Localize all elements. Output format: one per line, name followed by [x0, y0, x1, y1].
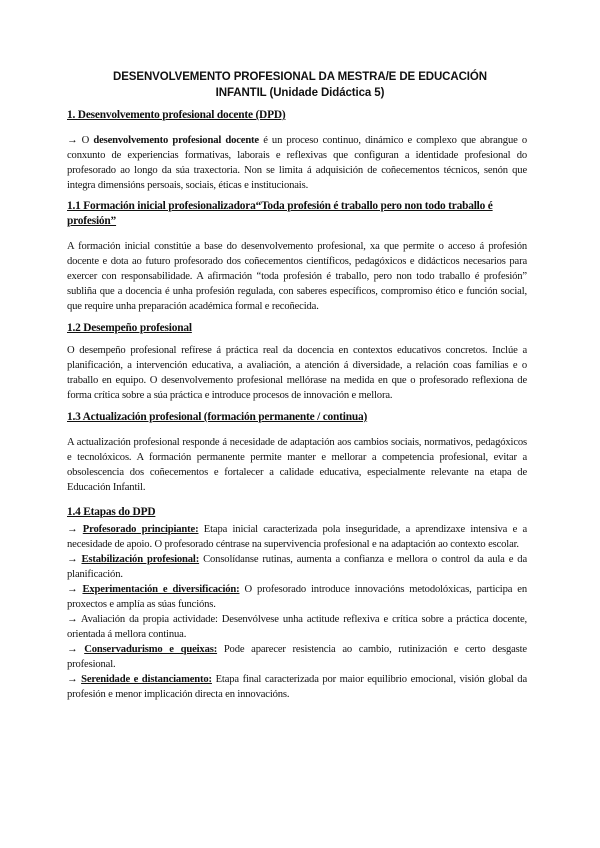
stage-text: Pode aparecer resistencia ao cambio, rutinización e certo desgaste profesional.: [67, 644, 527, 670]
section-paragraph: [67, 133, 527, 193]
stage-text: Etapa final caracterizada por maior equilibrio emocional, visión global da profesión e menor implicación directa en innovacións.: [67, 674, 527, 700]
section-heading: 1.4 Etapas do DPD: [67, 506, 156, 518]
arrow-marker: →: [67, 554, 82, 565]
stage-term: Profesorado principiante:: [82, 524, 199, 535]
section-actualizacion: [67, 410, 527, 495]
section-heading: 1.2 Desempeño profesional: [67, 322, 192, 334]
stage-term: Conservadurismo e queixas:: [84, 644, 218, 655]
title-line-2: INFANTIL (Unidade Didáctica 5): [215, 87, 385, 99]
stage-item: [67, 642, 527, 672]
section-dpd: [67, 108, 527, 193]
section-paragraph: O desempeño profesional refírese á práctica real da docencia en contextos educativos concretos. Inclúe a planificación, a intervención educativa, a avaliación, a atención á diversidade, a relación coas familias e o traballo en equipo. O desenvolvemento profesional mellórase na medida en que o profesorado reflexiona de forma crítica sobre a súa práctica e introduce procesos de innovación e mellora.: [67, 345, 527, 401]
arrow-marker: →: [67, 524, 83, 535]
section-paragraph: A actualización profesional responde á necesidade de adaptación aos cambios sociais, normativos, pedagóxicos e tecnolóxicos. A formación permanente permite manter e mellorar a competencia profesional, evitar a obsolescencia dos coñecementos e fortalecer a calidade educativa, especialmente relevante na etapa de Educación Infantil.: [67, 437, 527, 493]
section-desempeno: [67, 321, 527, 403]
document-body: [67, 108, 527, 702]
stage-term: Serenidade e distanciamento:: [81, 674, 212, 685]
stage-term: Experimentación e diversificación:: [82, 584, 240, 595]
arrow-marker: →: [67, 584, 83, 595]
stage-text: Etapa inicial caracterizada pola inseguridade, a aprendizaxe intensiva e a necesidade de apoio. O profesorado céntrase na supervivencia profesional e na adaptación ao contexto escolar.: [67, 524, 527, 550]
section-heading: 1.1 Formación inicial profesionalizadora“Toda profesión é traballo pero non todo traballo é profesión”: [67, 200, 493, 227]
stage-item: [67, 672, 527, 702]
section-heading: 1.3 Actualización profesional (formación permanente / continua): [67, 411, 368, 423]
stage-text: Avaliación da propia actividade: Desenvólvese unha actitude reflexiva e crítica sobre a práctica docente, orientada á mellora continua.: [67, 614, 527, 640]
paragraph-text: é un proceso continuo, dinámico e complexo que abrangue o conxunto de experiencias formativas, laborais e reflexivas que configuran a identidade profesional do profesorado ao longo da súa traxectoria. Non se limita á adquisición de coñecementos técnicos, senón que integra dimensións persoais, sociais, éticas e institucionais.: [67, 135, 527, 191]
stage-item: [67, 522, 527, 552]
title-line-1: DESENVOLVEMENTO PROFESIONAL DA MESTRA/E DE EDUCACIÓN: [113, 71, 487, 83]
document-title: [60, 69, 540, 101]
section-formacion: [67, 199, 527, 314]
stage-item: [67, 552, 527, 582]
arrow-marker: →: [67, 674, 82, 685]
section-paragraph: A formación inicial constitúe a base do desenvolvemento profesional, xa que permite o acceso á profesión docente e dota ao futuro profesorado dos coñecementos científicos, pedagóxicos e didácticos necesarios para exercer con responsabilidade. A afirmación “toda profesión é traballo, pero non todo traballo é profesión” subliña que a docencia é unha profesión regulada, con saberes específicos, compromiso ético e función social, que require unha preparación académica formal e recoñecida.: [67, 241, 527, 312]
arrow-marker: →: [67, 614, 81, 625]
arrow-marker: → O: [67, 135, 94, 146]
section-heading: 1. Desenvolvemento profesional docente (DPD): [67, 109, 286, 121]
stage-item: [67, 612, 527, 642]
stage-text: Consolídanse rutinas, aumenta a confianza e mellora o control da aula e da planificación.: [67, 554, 527, 580]
arrow-marker: →: [67, 644, 85, 655]
section-etapas: [67, 505, 527, 702]
stage-text: O profesorado introduce innovacións metodolóxicas, participa en proxectos e amplía as súas funcións.: [67, 584, 527, 610]
stage-item: [67, 582, 527, 612]
key-term: desenvolvemento profesional docente: [93, 135, 259, 146]
stage-term: Estabilización profesional:: [81, 554, 200, 565]
